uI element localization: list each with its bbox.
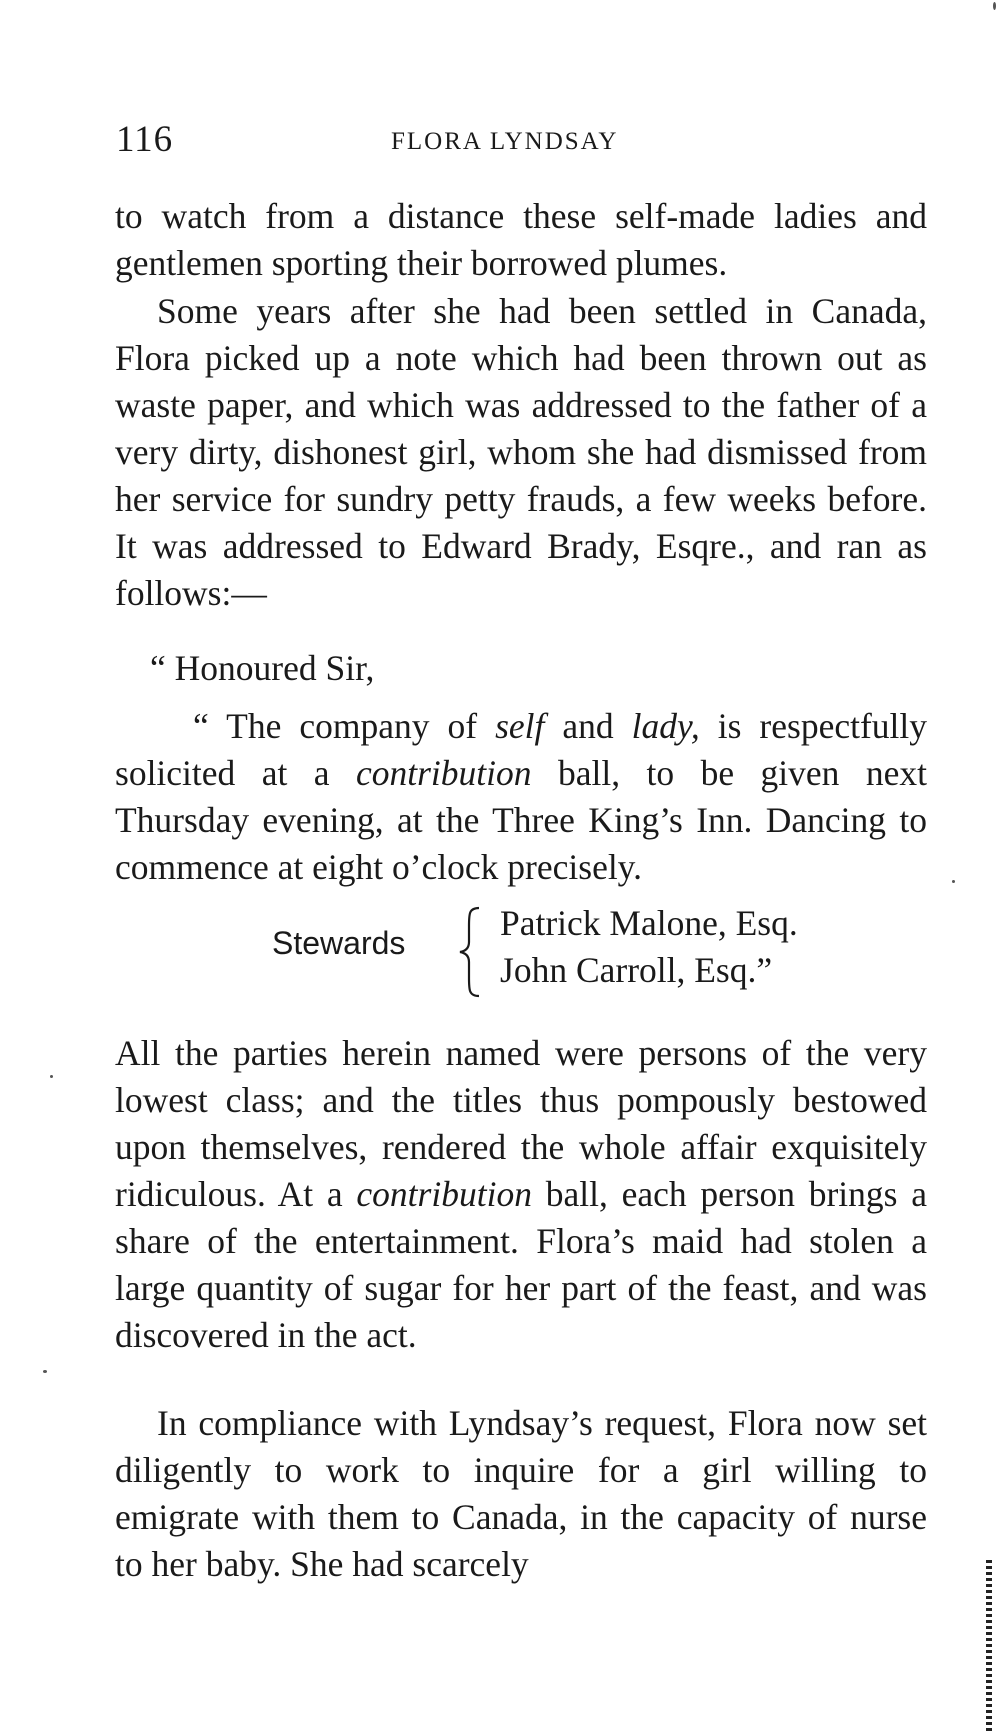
steward-name: Patrick Malone, Esq. bbox=[500, 903, 798, 943]
letter-salutation: “ Honoured Sir, bbox=[150, 648, 375, 688]
invite-text-a: “ The company of bbox=[193, 706, 496, 746]
invite-text-c: is respectfully solicited at a bbox=[115, 706, 927, 793]
invite-text-b: and bbox=[544, 706, 632, 746]
parties-contribution-italic: contribution bbox=[356, 1174, 532, 1214]
curly-brace-icon bbox=[457, 906, 483, 998]
invite-self-italic: self bbox=[495, 706, 545, 746]
paragraph-parties bbox=[115, 1030, 927, 1359]
stewards-label: Stewards bbox=[272, 925, 406, 961]
invite-lady-italic: lady, bbox=[631, 706, 700, 746]
print-speck bbox=[43, 1370, 47, 1373]
print-speck bbox=[993, 2, 996, 10]
paragraph-note-found: Some years after she had been settled in Canada, Flora picked up a note which had been thrown out as waste paper, and which was addressed to the father of a very dirty, dishonest girl, whom she had dismissed from her service for sundry petty frauds, a few weeks before. It was addressed to Edward Brady, Esqre., and ran as follows:— bbox=[115, 291, 927, 613]
parties-text-b: ball, each person brings a share of the entertainment. Flora’s maid had stolen a large quantity of sugar for her part of the feast, and was discovered in the act. bbox=[115, 1174, 928, 1355]
running-title: FLORA LYNDSAY bbox=[391, 128, 619, 155]
print-speck bbox=[952, 880, 955, 883]
paragraph-compliance: In compliance with Lyndsay’s request, Flora now set diligently to work to inquire for a girl willing to emigrate with them to Canada, in the capacity of nurse to her baby. She had scarcely bbox=[115, 1403, 927, 1584]
invite-contribution-italic: contribution bbox=[356, 753, 532, 793]
paragraph-continuation: to watch from a distance these self-made ladies and gentlemen sporting their borrowed plumes. bbox=[115, 196, 927, 283]
page-edge-mark bbox=[986, 1560, 992, 1734]
letter-invitation bbox=[115, 703, 927, 891]
parties-text-a: All the parties herein named were persons of the very lowest class; and the titles thus pompously bestowed upon themselves, rendered the whole affair exquisitely ridiculous. At a bbox=[115, 1033, 927, 1214]
page-header bbox=[116, 118, 926, 168]
steward-list bbox=[500, 900, 798, 994]
invite-text-d: ball, to be given next Thursday evening, at the Three King’s Inn. Dancing to commence at eight o’clock precisely. bbox=[115, 753, 927, 887]
stewards-block bbox=[272, 900, 872, 1010]
print-speck bbox=[50, 1075, 53, 1078]
page-number: 116 bbox=[116, 119, 174, 160]
steward-name: John Carroll, Esq.” bbox=[500, 950, 773, 990]
